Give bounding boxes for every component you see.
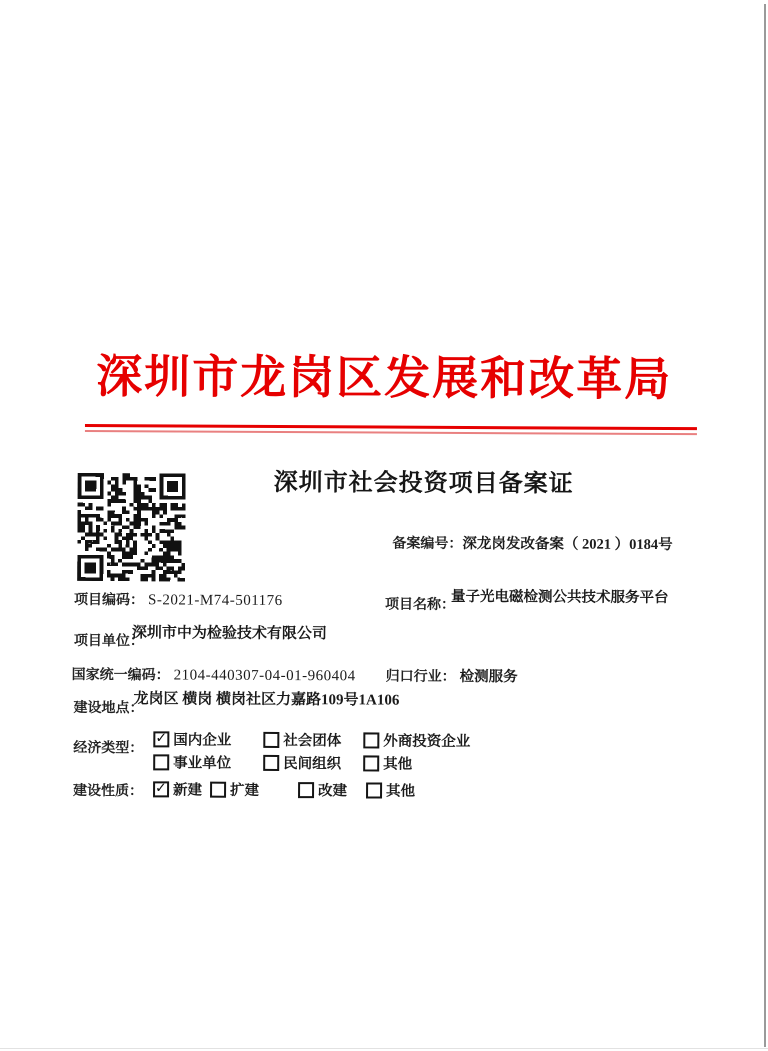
project-unit-label: 项目单位： <box>73 633 144 650</box>
checkbox-civil-organization[interactable] <box>263 755 279 771</box>
nature-option-new <box>153 778 202 800</box>
nature-option-expand <box>210 779 259 801</box>
option-label: 社会团体 <box>283 733 342 750</box>
project-unit-value: 深圳市中为检验技术有限公司 <box>131 625 327 643</box>
option-label: 外商投资企业 <box>383 733 471 750</box>
option-label: 事业单位 <box>173 755 232 772</box>
field-industry <box>386 665 518 687</box>
option-label: 民间组织 <box>283 756 342 773</box>
checkbox-social-group[interactable] <box>263 732 279 748</box>
doc-title: 深圳市社会投资项目备案证 <box>273 469 574 498</box>
industry-label: 归口行业： <box>385 669 456 685</box>
construction-nature-label: 建设性质： <box>73 783 144 800</box>
header-rule-thick <box>85 424 697 430</box>
nature-option-rebuild <box>298 779 347 801</box>
option-label: 其他 <box>383 756 413 773</box>
check-icon: ✓ <box>155 730 168 747</box>
record-number-value: 深龙岗发改备案（ 2021 ）0184号 <box>462 535 673 554</box>
project-code-value: S-2021-M74-501176 <box>148 592 283 610</box>
checkbox-public-institution[interactable] <box>153 754 169 770</box>
economic-option-public-institution <box>153 751 231 773</box>
option-label: 改建 <box>318 783 348 800</box>
nature-option-other <box>366 779 415 801</box>
checkbox-nature-other[interactable] <box>366 782 382 798</box>
national-code-label: 国家统一编码： <box>71 667 170 684</box>
economic-option-social-group <box>263 729 341 751</box>
economic-type-label: 经济类型： <box>73 740 144 757</box>
qr-code <box>77 473 186 582</box>
scan-edge-right <box>764 4 766 1047</box>
field-project-code <box>74 589 283 610</box>
national-code-value: 2104-440307-04-01-960404 <box>173 667 356 685</box>
economic-option-foreign <box>363 729 470 752</box>
project-name-value: 量子光电磁检测公共技术服务平台 <box>451 588 669 607</box>
checkbox-new-construction[interactable] <box>153 781 169 797</box>
economic-option-civil-org <box>263 752 341 774</box>
economic-option-domestic <box>153 728 231 750</box>
option-label: 其他 <box>386 783 416 800</box>
option-label: 国内企业 <box>173 732 232 749</box>
header-rule-thin <box>85 430 697 435</box>
location-label: 建设地点： <box>73 700 144 717</box>
check-icon: ✓ <box>155 780 167 797</box>
record-number <box>392 532 672 554</box>
project-code-label: 项目编码： <box>74 592 145 609</box>
option-label: 扩建 <box>230 782 260 799</box>
checkbox-economic-other[interactable] <box>363 755 379 771</box>
economic-option-other <box>363 752 412 774</box>
checkbox-expansion[interactable] <box>210 782 226 798</box>
project-name-label: 项目名称： <box>384 597 456 613</box>
industry-value: 检测服务 <box>459 668 518 686</box>
scan-edge-bottom <box>0 1048 768 1049</box>
checkbox-foreign-investment[interactable] <box>363 732 379 748</box>
checkbox-reconstruction[interactable] <box>298 782 314 798</box>
checkbox-domestic-enterprise[interactable] <box>153 731 169 747</box>
option-label: 新建 <box>173 782 203 799</box>
agency-header: 深圳市龙岗区发展和改革局 <box>96 351 673 406</box>
location-value: 龙岗区 横岗 横岗社区力嘉路109号1A106 <box>133 691 400 709</box>
field-national-code <box>72 664 356 685</box>
record-number-label: 备案编号： <box>392 536 463 552</box>
